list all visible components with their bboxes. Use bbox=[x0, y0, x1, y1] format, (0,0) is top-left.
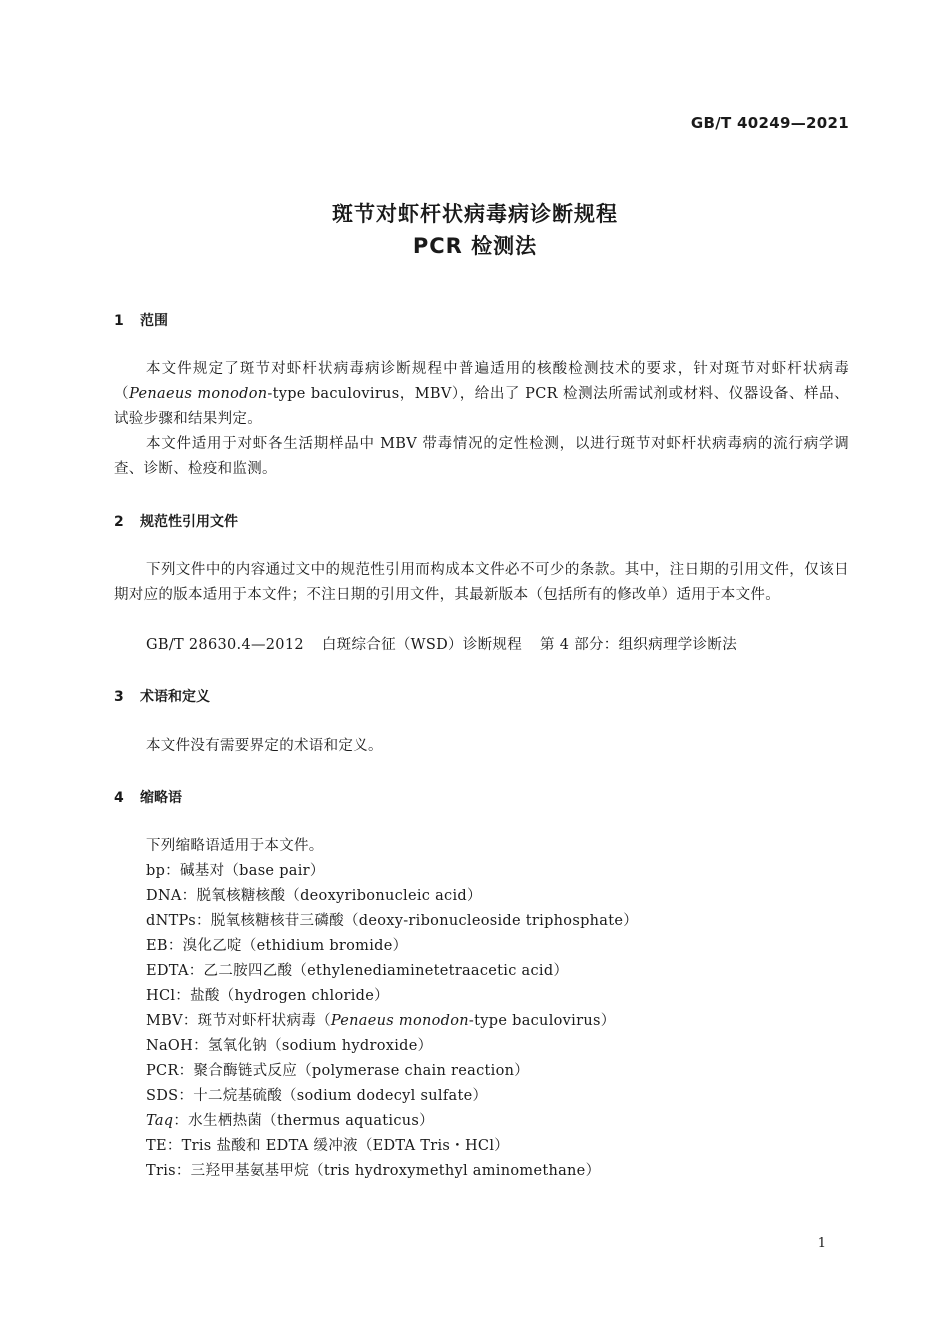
section-3-heading bbox=[114, 686, 210, 706]
abbreviation-item: EB：溴化乙啶（ethidium bromide） bbox=[146, 938, 408, 954]
text-run: -type baculovirus，MBV），给出了 PCR 检测法所需试剂或材料、仪器设备、样品、试验步骤和结果判定。 bbox=[114, 386, 849, 427]
reference-code: GB/T 28630.4—2012 bbox=[146, 637, 304, 653]
section-number: 2 bbox=[114, 514, 124, 530]
abbreviation-item bbox=[146, 1109, 434, 1130]
text-run: -type baculovirus） bbox=[468, 1013, 616, 1029]
section-number: 1 bbox=[114, 313, 124, 329]
section-title: 规范性引用文件 bbox=[140, 514, 238, 530]
abbreviation-item: TE：Tris 盐酸和 EDTA 缓冲液（EDTA Tris・HCl） bbox=[146, 1138, 510, 1154]
reference-part: 第 4 部分：组织病理学诊断法 bbox=[540, 637, 737, 653]
page-number: 1 bbox=[817, 1236, 826, 1251]
abbreviation-item: bp：碱基对（base pair） bbox=[146, 863, 325, 879]
reference-title: 白斑综合征（WSD）诊断规程 bbox=[321, 637, 523, 653]
abbreviation-item: EDTA：乙二胺四乙酸（ethylenediaminetetraacetic acid） bbox=[146, 963, 569, 979]
italic-species-name: Penaeus monodon bbox=[129, 386, 268, 402]
section-number: 4 bbox=[114, 790, 124, 806]
section-3-paragraph-1: 本文件没有需要界定的术语和定义。 bbox=[146, 738, 383, 754]
italic-species-name: Penaeus monodon bbox=[330, 1013, 469, 1029]
section-title: 术语和定义 bbox=[140, 689, 210, 705]
document-subtitle: PCR 检测法 bbox=[412, 234, 538, 258]
section-2-paragraph-1: 下列文件中的内容通过文中的规范性引用而构成本文件必不可少的条款。其中，注日期的引用文件，仅该日期对应的版本适用于本文件；不注日期的引用文件，其最新版本（包括所有的修改单）适用于本文件。 bbox=[114, 562, 849, 603]
text-run: MBV：斑节对虾杆状病毒（ bbox=[146, 1013, 331, 1029]
section-number: 3 bbox=[114, 689, 124, 705]
italic-term: Taq bbox=[146, 1113, 174, 1129]
text-run: 本文件规定了斑节对虾杆状病毒病诊断规程中普遍适用的核酸检测技术的要求，针对斑节对虾杆状病毒（ bbox=[114, 361, 849, 402]
document-title: 斑节对虾杆状病毒病诊断规程 bbox=[332, 202, 618, 226]
section-1-paragraph-2: 本文件适用于对虾各生活期样品中 MBV 带毒情况的定性检测，以进行斑节对虾杆状病毒病的流行病学调查、诊断、检疫和监测。 bbox=[114, 436, 849, 477]
section-2-heading bbox=[114, 511, 238, 531]
section-1-paragraph-1 bbox=[114, 357, 849, 432]
abbreviation-item: DNA：脱氧核糖核酸（deoxyribonucleic acid） bbox=[146, 888, 482, 904]
abbreviation-item: dNTPs：脱氧核糖核苷三磷酸（deoxy-ribonucleoside triphosphate） bbox=[146, 913, 639, 929]
abbreviation-item: HCl：盐酸（hydrogen chloride） bbox=[146, 988, 389, 1004]
abbreviation-item: NaOH：氢氧化钠（sodium hydroxide） bbox=[146, 1038, 433, 1054]
section-1-heading bbox=[114, 310, 168, 330]
section-title: 缩略语 bbox=[140, 790, 182, 806]
abbreviation-item: PCR：聚合酶链式反应（polymerase chain reaction） bbox=[146, 1063, 530, 1079]
normative-reference bbox=[146, 633, 737, 654]
abbreviation-item: SDS：十二烷基硫酸（sodium dodecyl sulfate） bbox=[146, 1088, 488, 1104]
abbreviation-item bbox=[146, 1009, 616, 1030]
abbreviation-intro: 下列缩略语适用于本文件。 bbox=[146, 838, 324, 854]
text-run: ：水生栖热菌（thermus aquaticus） bbox=[173, 1113, 434, 1129]
standard-number: GB/T 40249—2021 bbox=[690, 114, 849, 132]
abbreviation-item: Tris：三羟甲基氨基甲烷（tris hydroxymethyl aminomethane） bbox=[146, 1163, 601, 1179]
section-4-heading bbox=[114, 787, 182, 807]
section-title: 范围 bbox=[140, 313, 168, 329]
